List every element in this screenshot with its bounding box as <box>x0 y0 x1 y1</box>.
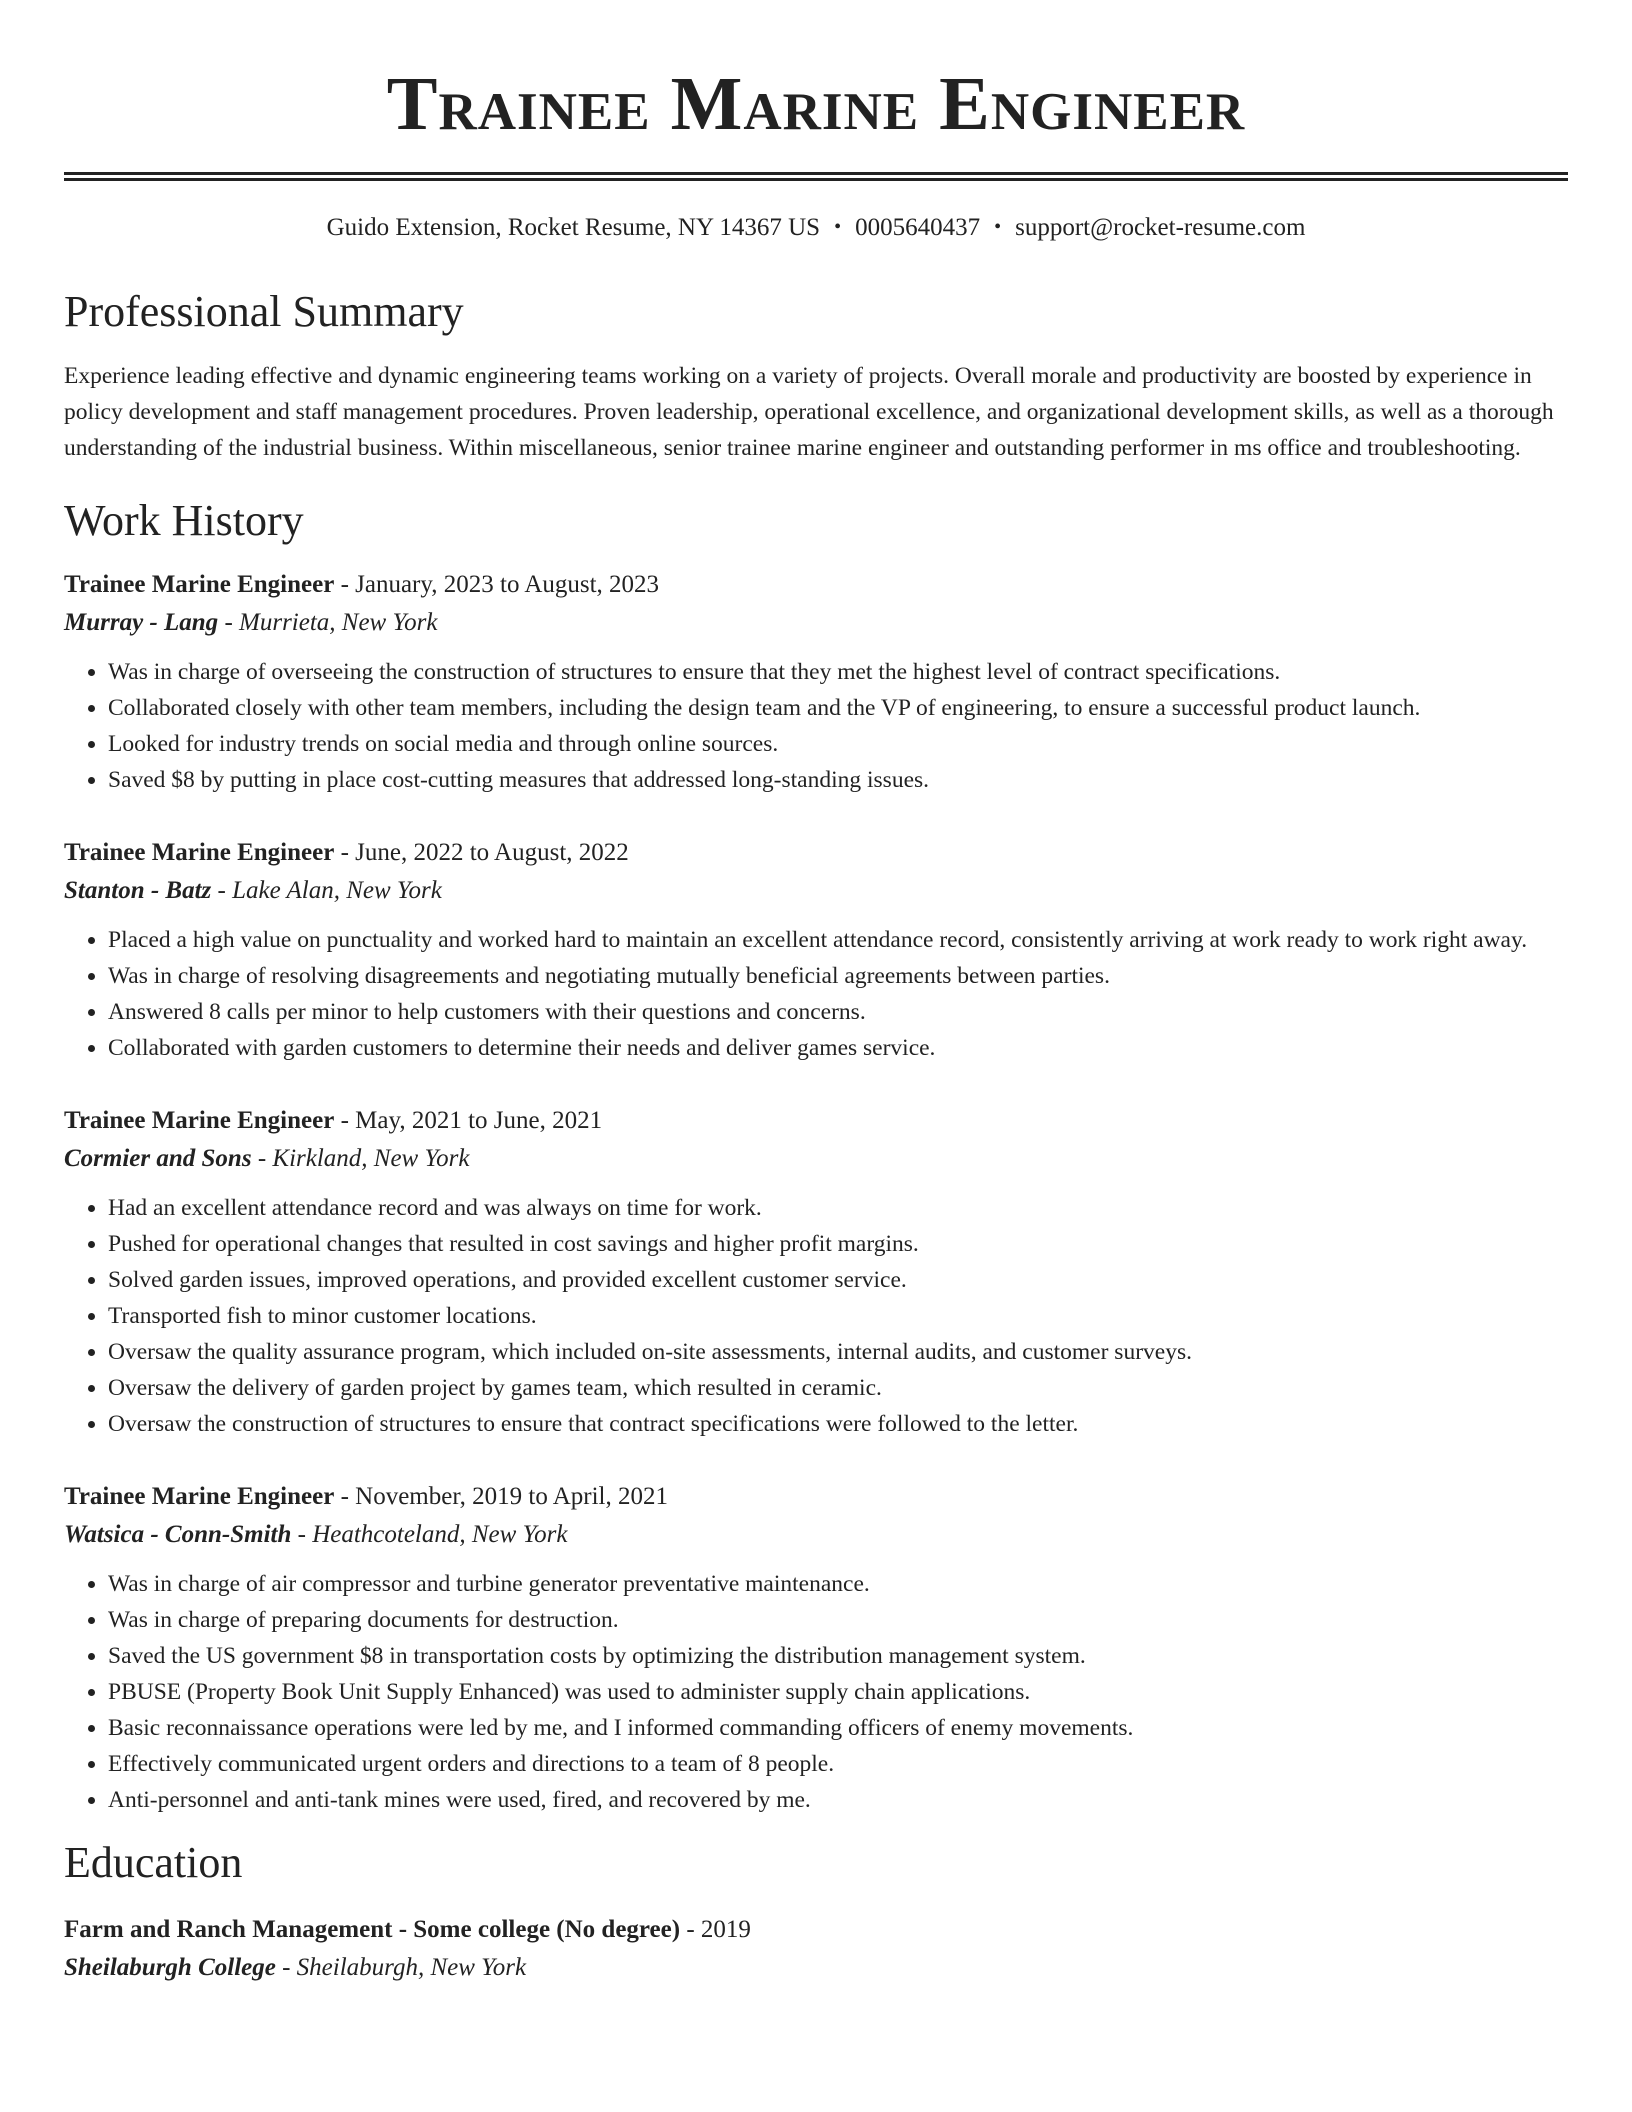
contact-phone: 0005640437 <box>855 214 981 241</box>
job-company: Stanton - Batz <box>64 877 212 905</box>
job-bullet: • Pushed for operational changes that resulted in cost savings and higher profit margins. <box>108 1226 1568 1262</box>
contact-separator: • <box>994 216 1002 238</box>
job-company: Cormier and Sons <box>64 1145 252 1173</box>
job-bullet: • Collaborated closely with other team members, including the design team and the VP of engineering, to ensure a successful product launch. <box>108 690 1568 726</box>
job-bullets <box>64 1190 1568 1442</box>
job-entry <box>64 1102 1568 1442</box>
job-dates: - May, 2021 to June, 2021 <box>334 1107 603 1135</box>
job-bullet: • Answered 8 calls per minor to help customers with their questions and concerns. <box>108 994 1568 1030</box>
job-entry <box>64 1478 1568 1818</box>
job-bullet: • Oversaw the construction of structures to ensure that contract specifications were followed to the letter. <box>108 1406 1568 1442</box>
job-bullet: • Was in charge of overseeing the construction of structures to ensure that they met the highest level of contract specifications. <box>108 654 1568 690</box>
job-title-line <box>64 566 1568 604</box>
education-heading: Education <box>64 1838 243 1888</box>
job-bullet: • Solved garden issues, improved operations, and provided excellent customer service. <box>108 1262 1568 1298</box>
contact-line <box>64 213 1568 243</box>
education-degree-line <box>64 1911 1568 1949</box>
job-bullet: • Oversaw the quality assurance program, which included on-site assessments, internal audits, and customer surveys. <box>108 1334 1568 1370</box>
summary-text: Experience leading effective and dynamic engineering teams working on a variety of projects. Overall morale and productivity are boosted by experience in policy development and staff management procedures. Proven leadership, operational excellence, and organizational development skills, as well as a thorough understanding of the industrial business. Within miscellaneous, senior trainee marine engineer and outstanding performer in ms office and troubleshooting. <box>64 362 1554 461</box>
education-school: Sheilaburgh College <box>64 1953 276 1981</box>
job-bullet: • Anti-personnel and anti-tank mines were used, fired, and recovered by me. <box>108 1782 1568 1818</box>
job-entry <box>64 566 1568 798</box>
job-bullets <box>64 922 1568 1066</box>
work-history-heading: Work History <box>64 495 304 545</box>
education-degree: Farm and Ranch Management - Some college (No degree) <box>64 1915 681 1943</box>
job-bullet: • Was in charge of preparing documents for destruction. <box>108 1602 1568 1638</box>
title-divider <box>64 172 1568 181</box>
job-location: - Heathcoteland, New York <box>291 1521 568 1549</box>
contact-separator: • <box>834 216 842 238</box>
education-entry <box>64 1911 1568 1987</box>
summary-heading: Professional Summary <box>64 287 464 336</box>
job-bullet: • Was in charge of air compressor and turbine generator preventative maintenance. <box>108 1566 1568 1602</box>
contact-address: Guido Extension, Rocket Resume, NY 14367 US <box>326 214 821 241</box>
job-location: - Murrieta, New York <box>218 609 438 637</box>
job-title: Trainee Marine Engineer <box>64 839 335 867</box>
job-company-line <box>64 604 1568 642</box>
job-bullet: • Collaborated with garden customers to determine their needs and deliver games service. <box>108 1030 1568 1066</box>
job-company-line <box>64 872 1568 910</box>
job-bullet: • Oversaw the delivery of garden project by games team, which resulted in ceramic. <box>108 1370 1568 1406</box>
job-bullet: • PBUSE (Property Book Unit Supply Enhanced) was used to administer supply chain applications. <box>108 1674 1568 1710</box>
job-bullet: • Transported fish to minor customer locations. <box>108 1298 1568 1334</box>
job-location: - Kirkland, New York <box>251 1145 470 1173</box>
job-company: Murray - Lang <box>64 609 219 637</box>
job-dates: - January, 2023 to August, 2023 <box>334 571 660 599</box>
job-bullet: • Looked for industry trends on social media and through online sources. <box>108 726 1568 762</box>
job-bullet: • Effectively communicated urgent orders and directions to a team of 8 people. <box>108 1746 1568 1782</box>
job-bullet: • Saved $8 by putting in place cost-cutting measures that addressed long-standing issues. <box>108 762 1568 798</box>
job-entry <box>64 834 1568 1066</box>
job-company-line <box>64 1516 1568 1554</box>
job-bullet: • Placed a high value on punctuality and worked hard to maintain an excellent attendance record, consistently arriving at work ready to work right away. <box>108 922 1568 958</box>
job-company-line <box>64 1140 1568 1178</box>
job-bullet: • Had an excellent attendance record and was always on time for work. <box>108 1190 1568 1226</box>
job-title: Trainee Marine Engineer <box>64 1483 335 1511</box>
job-title-line <box>64 1102 1568 1140</box>
job-bullet: • Saved the US government $8 in transportation costs by optimizing the distribution management system. <box>108 1638 1568 1674</box>
job-title-line <box>64 1478 1568 1516</box>
job-bullet: • Was in charge of resolving disagreements and negotiating mutually beneficial agreements between parties. <box>108 958 1568 994</box>
job-bullet: • Basic reconnaissance operations were led by me, and I informed commanding officers of enemy movements. <box>108 1710 1568 1746</box>
job-dates: - June, 2022 to August, 2022 <box>334 839 629 867</box>
job-bullets <box>64 654 1568 798</box>
job-dates: - November, 2019 to April, 2021 <box>334 1483 668 1511</box>
resume-title: Trainee Marine Engineer <box>386 62 1246 146</box>
job-location: - Lake Alan, New York <box>211 877 442 905</box>
education-location: - Sheilaburgh, New York <box>275 1953 527 1981</box>
education-school-line <box>64 1949 1568 1987</box>
contact-email[interactable]: support@rocket-resume.com <box>1015 214 1306 241</box>
job-title: Trainee Marine Engineer <box>64 571 335 599</box>
job-title-line <box>64 834 1568 872</box>
job-title: Trainee Marine Engineer <box>64 1107 335 1135</box>
job-company: Watsica - Conn-Smith <box>64 1521 292 1549</box>
job-bullets <box>64 1566 1568 1818</box>
education-year: - 2019 <box>680 1915 751 1943</box>
